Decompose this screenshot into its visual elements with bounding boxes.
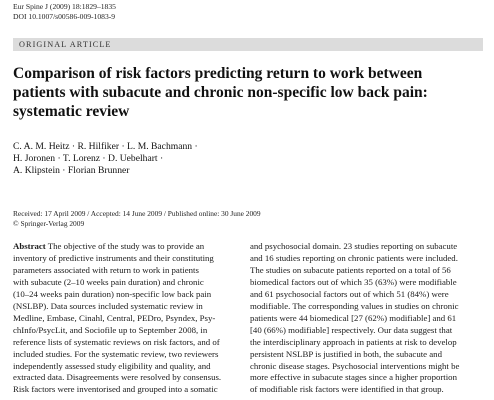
abstract-line: Medline, Embase, Cinahl, Central, PEDro, Psyndex, Psy-: [13, 312, 216, 323]
abstract-line: and 61 psychosocial factors out of which 51 (84%) were: [250, 288, 449, 299]
abstract-line: and psychosocial domain. 23 studies reporting on subacute: [250, 241, 458, 251]
journal-doi: DOI 10.1007/s00586-009-1083-9: [13, 11, 116, 21]
abstract-heading: Abstract: [13, 241, 46, 251]
abstract-line: (NSLBP). Data sources included systematic review in: [13, 300, 203, 311]
abstract-line: (10–24 weeks pain duration) non-specific low back pain: [13, 288, 212, 299]
author-line: A. Klipstein · Florian Brunner: [13, 165, 130, 177]
abstract-line: reference lists of systematic reviews on risk factors, and of: [13, 336, 220, 347]
author-line: C. A. M. Heitz · R. Hilfiker · L. M. Bachmann ·: [13, 141, 198, 152]
abstract-line: included studies. For the systematic review, two reviewers: [13, 348, 219, 359]
journal-header: [13, 2, 116, 21]
abstract-line: persistent NSLBP is justified in both, the subacute and: [250, 348, 442, 359]
article-type-banner: [13, 38, 483, 51]
author-line: H. Joronen · T. Lorenz · D. Uebelhart ·: [13, 153, 164, 165]
publication-history: [13, 209, 483, 229]
abstract-line: biomedical factors out of which 35 (63%) were modifiable: [250, 276, 457, 287]
abstract-line: modifiable. The corresponding values in studies on chronic: [250, 300, 459, 311]
title-line: Comparison of risk factors predicting return to work between: [13, 65, 423, 82]
abstract-line: [40 (66%) modifiable] respectively. Our data suggest that: [250, 324, 453, 335]
title-line: patients with subacute and chronic non-specific low back pain:: [13, 84, 428, 101]
abstract-line: inventory of predictive instruments and their constituting: [13, 252, 214, 263]
abstract-line: with subacute (2–10 weeks pain duration) and chronic: [13, 276, 204, 287]
abstract-line: The studies on subacute patients reported on a total of 56: [250, 264, 451, 275]
abstract-line: The objective of the study was to provide an: [45, 241, 205, 251]
title-line: systematic review: [13, 103, 130, 120]
abstract-line: and 16 studies reporting on chronic patients were included.: [250, 252, 458, 263]
abstract-line: chronic disease stages. Psychosocial interventions might be: [250, 360, 460, 371]
abstract-line: chInfo/PsycLit, and Sociofile up to September 2008, in: [13, 324, 208, 335]
article-title: [13, 64, 483, 121]
abstract-line: extracted data. Disagreements were resolved by consensus.: [13, 372, 222, 383]
abstract-line: the interdisciplinary approach in patients at risk to develop: [250, 336, 457, 347]
author-list: [13, 141, 313, 178]
abstract-column-right: [250, 241, 483, 396]
abstract-line: of modifiable risk factors were identified in that group.: [250, 384, 444, 395]
history-dates: Received: 17 April 2009 / Accepted: 14 June 2009 / Published online: 30 June 2009: [13, 209, 261, 218]
copyright-notice: © Springer-Verlag 2009: [13, 219, 85, 228]
journal-citation: Eur Spine J (2009) 18:1829–1835: [13, 2, 116, 11]
abstract-line-first: [13, 241, 246, 253]
abstract-line: parameters associated with return to work in patients: [13, 264, 199, 275]
abstract-line: independently assessed study eligibility and quality, and: [13, 360, 211, 371]
abstract-line: Risk factors were inventorised and grouped into a somatic: [13, 384, 218, 395]
abstract-line: more effective in subacute stages since a higher proportion: [250, 372, 457, 383]
article-type-label: ORIGINAL ARTICLE: [19, 40, 112, 49]
abstract-line: patients were 44 biomedical [27 (62%) modifiable] and 61: [250, 312, 457, 323]
abstract-column-left: [13, 241, 246, 396]
